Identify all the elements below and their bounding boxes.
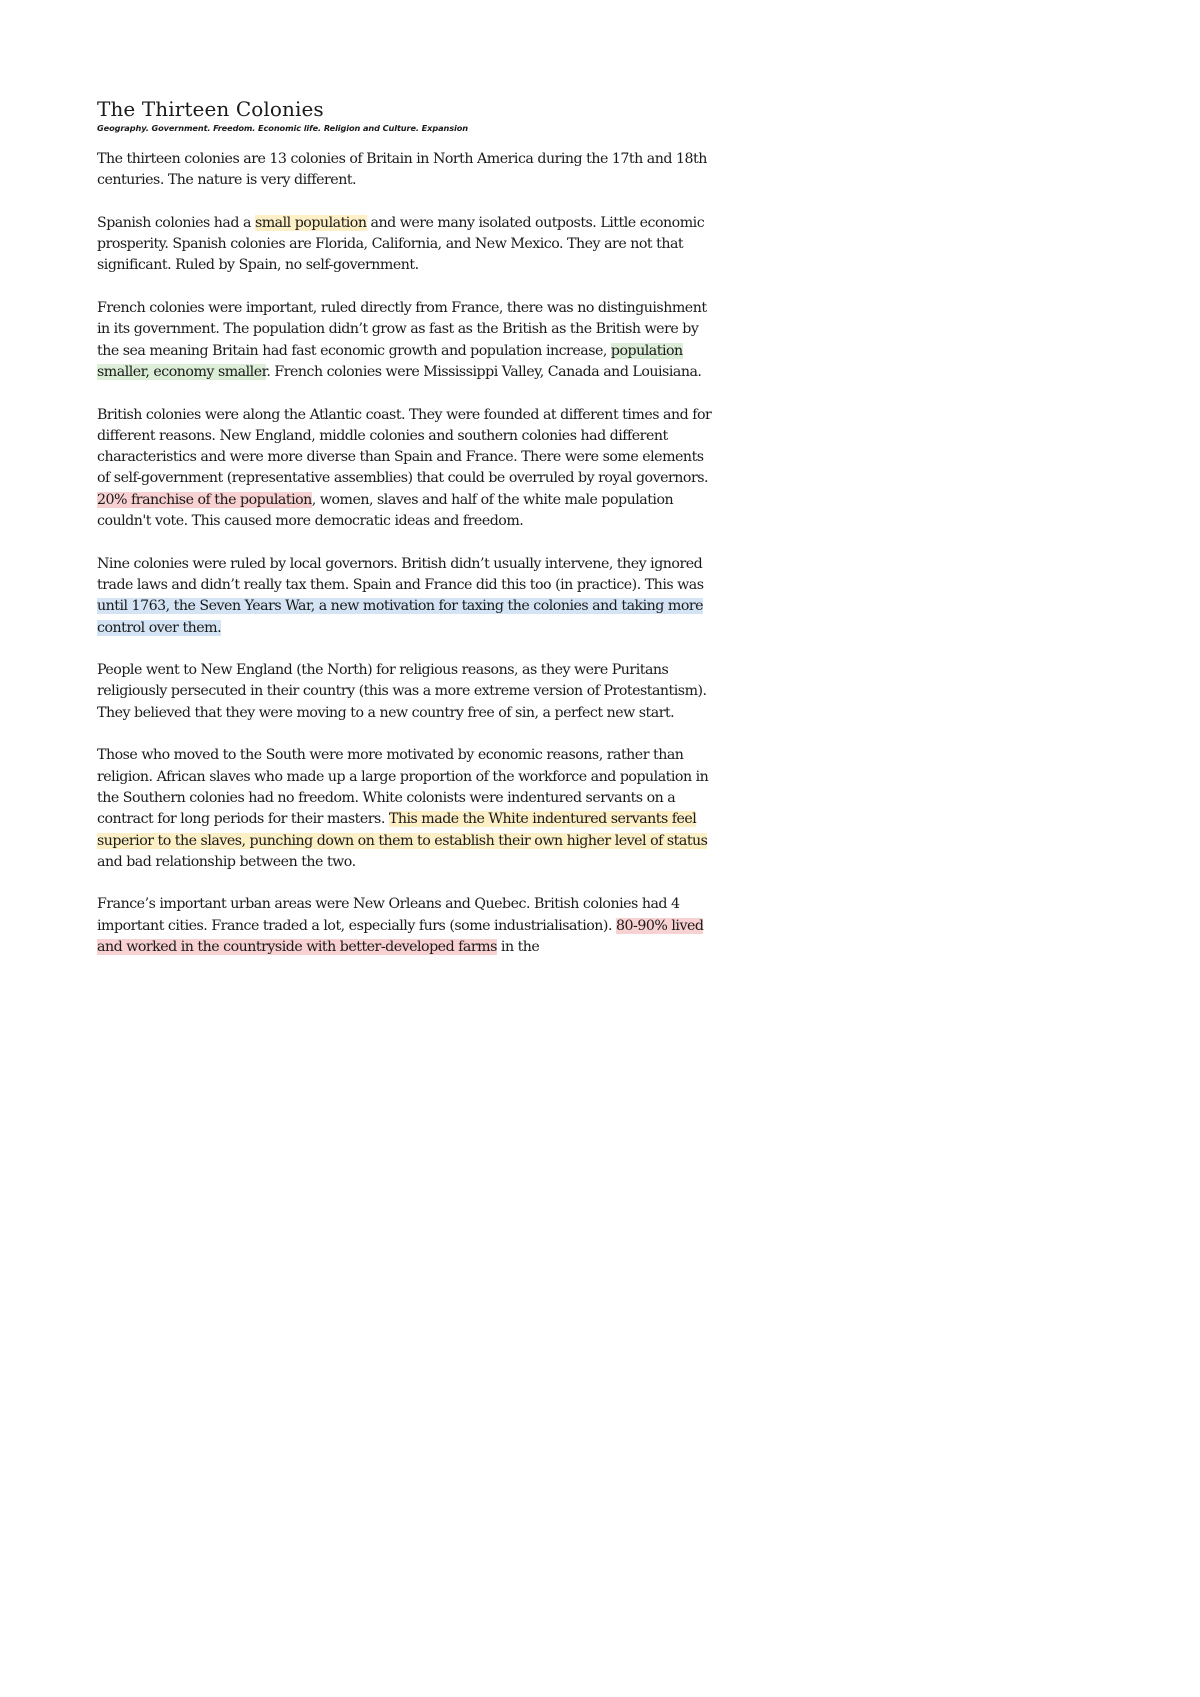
paragraph-text: French colonies were important, ruled directly from France, there was no distinguishment in its government. The population didn’t grow as fast as the British as the British were by the sea meaning Britain had fast economic growth and population increase, — [97, 300, 707, 359]
paragraph — [97, 405, 717, 533]
paragraph-text: and were many isolated outposts. Little economic prosperity. Spanish colonies are Florida, California, and New Mexico. They are not that significant. Ruled by Spain, no self-government. — [97, 214, 705, 274]
paragraph-text: and bad relationship between the two. — [97, 853, 356, 870]
paragraph — [97, 213, 717, 277]
paragraph-text: in the — [496, 938, 540, 955]
paragraph-text: Those who moved to the South were more motivated by economic reasons, rather than religion. African slaves who made up a large proportion of the workforce and population in the Southern colonies had no freedom. White colonists were indentured servants on a contract for long periods for their masters. — [97, 747, 709, 828]
highlighted-text: population smaller, economy smaller — [97, 342, 683, 380]
paragraph — [97, 554, 717, 639]
highlighted-text: 80-90% lived and worked in the countryside with better-developed farms — [97, 917, 704, 955]
paragraph — [97, 298, 717, 383]
paragraph-text: France’s important urban areas were New Orleans and Quebec. British colonies had 4 important cities. France traded a lot, especially furs (some industrialisation). — [97, 896, 680, 934]
paragraph-text: . French colonies were Mississippi Valley, Canada and Louisiana. — [266, 363, 702, 380]
paragraph — [97, 149, 717, 192]
document-title: The Thirteen Colonies — [97, 97, 324, 121]
document-body — [97, 149, 717, 958]
highlighted-text: small population — [254, 214, 367, 231]
highlighted-text: This made the White indentured servants feel superior to the slaves, punching down on them to establish their own higher level of status — [97, 811, 708, 849]
document-subtitle: Geography. Government. Freedom. Economic life. Religion and Culture. Expansion — [97, 123, 468, 133]
paragraph-text: The thirteen colonies are 13 colonies of Britain in North America during the 17th and 18th centuries. The nature is very different. — [97, 151, 707, 189]
paragraph-text: People went to New England (the North) for religious reasons, as they were Puritans religiously persecuted in their country (this was a more extreme version of Protestantism). They believed that they were moving to a new country free of sin, a perfect new start. — [97, 662, 707, 721]
paragraph — [97, 894, 717, 958]
paragraph — [97, 745, 717, 873]
highlighted-text: until 1763, the Seven Years War, a new motivation for taxing the colonies and taking more control over them. — [97, 598, 704, 636]
highlighted-text: 20% franchise of the population — [97, 491, 312, 508]
paragraph-text: Spanish colonies had a — [97, 214, 255, 231]
document-page — [97, 96, 717, 980]
paragraph-text: British colonies were along the Atlantic coast. They were founded at different times and for different reasons. New England, middle colonies and southern colonies had different characteristics and were more diverse than Spain and France. There were some elements of self-government (representative assemblies) that could be overruled by royal governors. — [97, 406, 712, 487]
paragraph-text: , women, slaves and half of the white male population couldn't vote. This caused more democratic ideas and freedom. — [97, 491, 674, 530]
paragraph-text: Nine colonies were ruled by local governors. British didn’t usually intervene, they ignored trade laws and didn’t really tax them. Spain and France did this too (in practice). This was — [97, 555, 704, 593]
paragraph — [97, 660, 717, 724]
